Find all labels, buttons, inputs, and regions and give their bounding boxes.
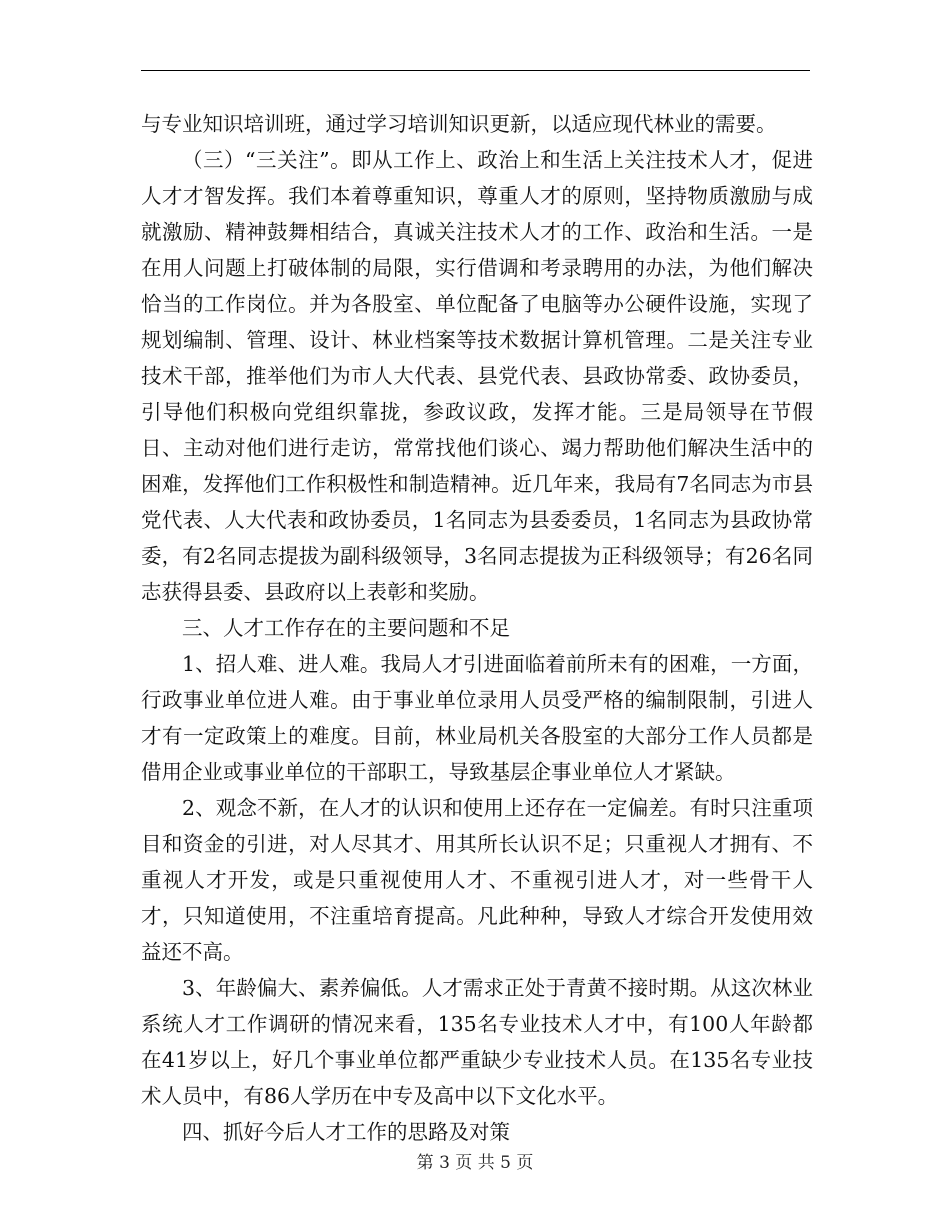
section-heading-strategies: 四、抓好今后人才工作的思路及对策 <box>182 1120 510 1144</box>
paragraph-continuation: 与专业知识培训班，通过学习培训知识更新，以适应现代林业的需要。 <box>141 112 777 136</box>
paragraph-problem-3: 3、年龄偏大、素养偏低。人才需求正处于青黄不接时期。从这次林业系统人才工作调研的情况来看，135名专业技术人才中，有100人年龄都在41岁以上，好几个事业单位都严重缺少专业技术人员。在135名专业技术人员中，有86人学历在中专及高中以下文化水平。 <box>141 976 813 1108</box>
section-heading-problems: 三、人才工作存在的主要问题和不足 <box>182 616 510 640</box>
header-rule <box>141 70 810 71</box>
paragraph-three-concerns: （三）“三关注”。即从工作上、政治上和生活上关注技术人才，促进人才才智发挥。我们本着尊重知识，尊重人才的原则，坚持物质激励与成就激励、精神鼓舞相结合，真诚关注技术人才的工作、政治和生活。一是在用人问题上打破体制的局限，实行借调和考录聘用的办法，为他们解决恰当的工作岗位。并为各股室、单位配备了电脑等办公硬件设施，实现了规划编制、管理、设计、林业档案等技术数据计算机管理。二是关注专业技术干部，推举他们为市人大代表、县党代表、县政协常委、政协委员，引导他们积极向党组织靠拢，参政议政，发挥才能。三是局领导在节假日、主动对他们进行走访，常常找他们谈心、竭力帮助他们解决生活中的困难，发挥他们工作积极性和制造精神。近几年来，我局有7名同志为市县党代表、人大代表和政协委员，1名同志为县委委员，1名同志为县政协常委，有2名同志提拔为副科级领导，3名同志提拔为正科级领导；有26名同志获得县委、县政府以上表彰和奖励。 <box>141 148 813 604</box>
paragraph-problem-1: 1、招人难、进人难。我局人才引进面临着前所未有的困难，一方面，行政事业单位进人难。由于事业单位录用人员受严格的编制限制，引进人才有一定政策上的难度。目前，林业局机关各股室的大部分工作人员都是借用企业或事业单位的干部职工，导致基层企事业单位人才紧缺。 <box>141 652 813 784</box>
paragraph-problem-2: 2、观念不新，在人才的认识和使用上还存在一定偏差。有时只注重项目和资金的引进，对人尽其才、用其所长认识不足；只重视人才拥有、不重视人才开发，或是只重视使用人才、不重视引进人才，对一些骨干人才，只知道使用，不注重培育提高。凡此种种，导致人才综合开发使用效益还不高。 <box>141 796 813 964</box>
page-number-footer: 第 3 页 共 5 页 <box>416 1153 534 1173</box>
document-body <box>141 106 813 1150</box>
